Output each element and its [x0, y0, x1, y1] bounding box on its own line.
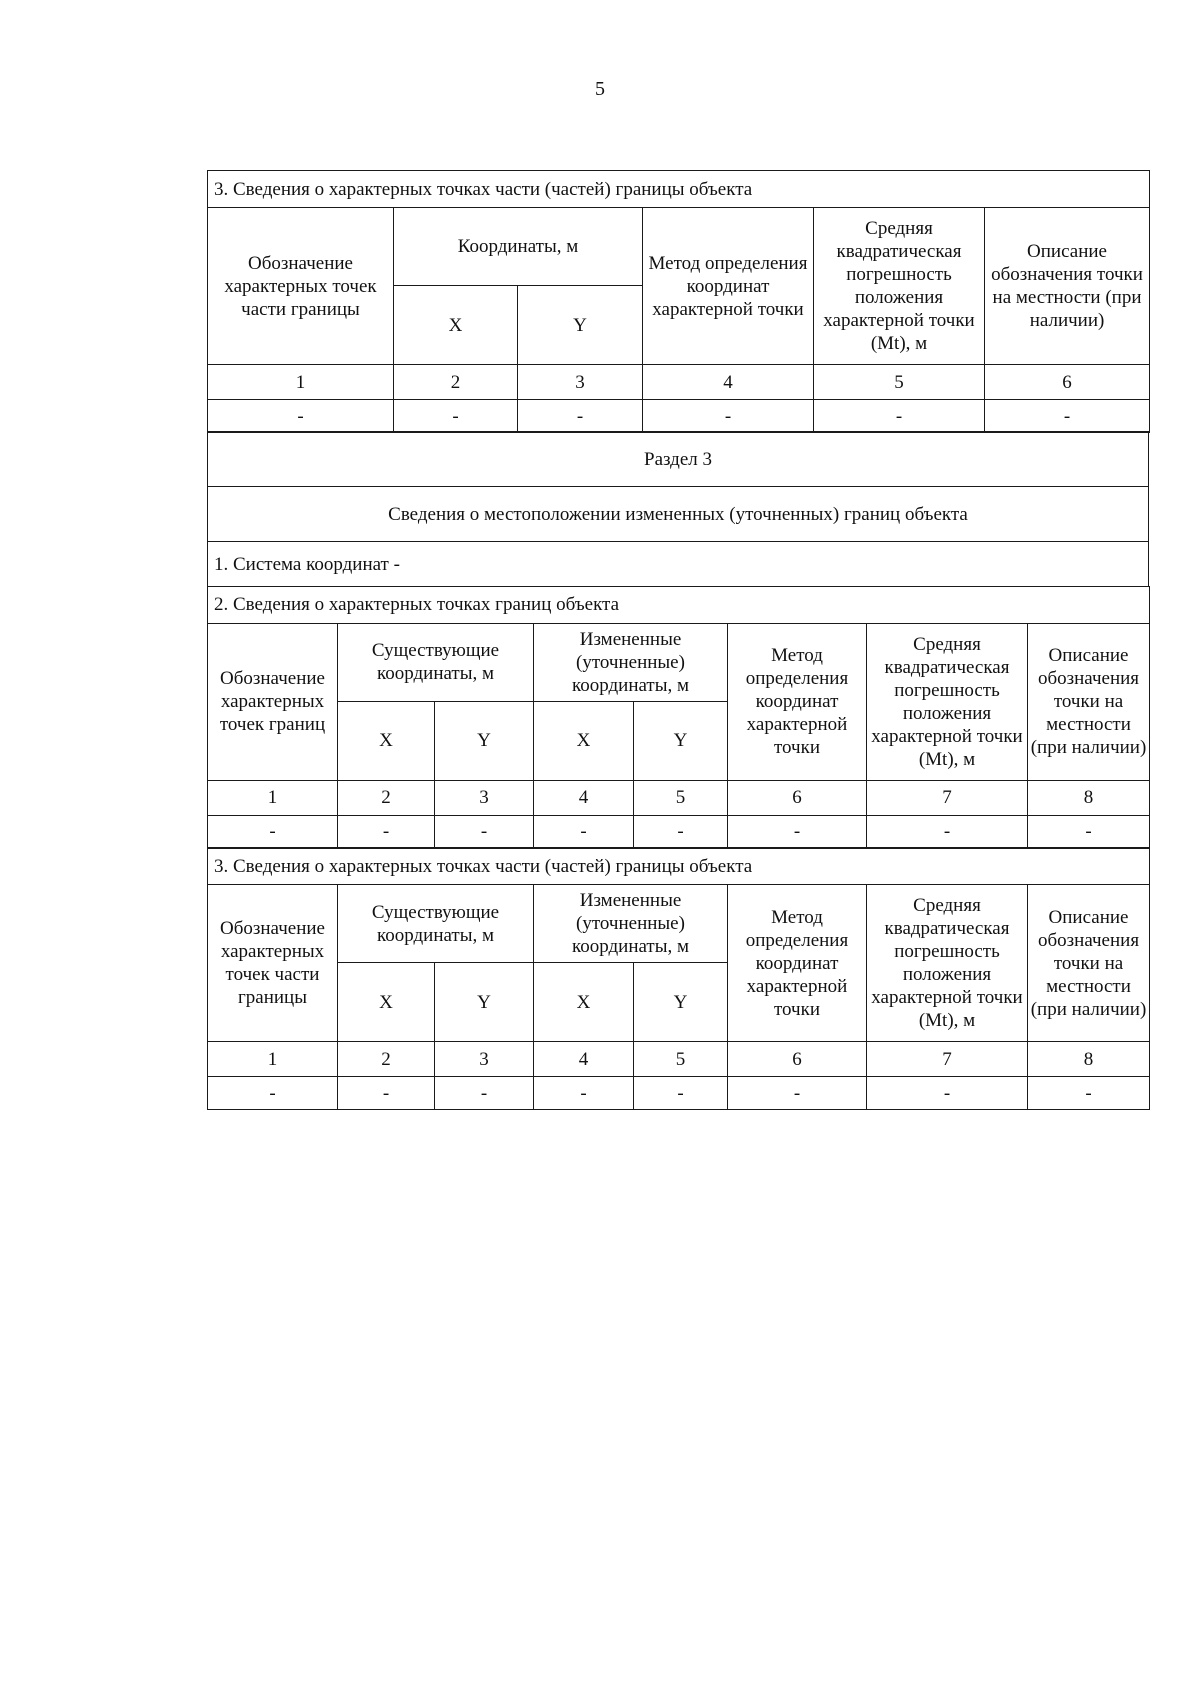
table-row	[208, 400, 1150, 433]
column-number: 4	[643, 365, 814, 400]
header-method: Метод определения координат характерной точки	[728, 885, 867, 1042]
table-cell: -	[208, 1077, 338, 1110]
header-existing-coordinates: Существующие координаты, м	[338, 623, 534, 701]
column-number: 3	[435, 780, 534, 815]
header-description: Описание обозначения точки на местности (при наличии)	[985, 208, 1150, 365]
boundary-points-table	[207, 586, 1150, 849]
table-cell: -	[634, 815, 728, 848]
column-number: 2	[394, 365, 518, 400]
header-y: Y	[634, 963, 728, 1042]
column-number: 2	[338, 1042, 435, 1077]
column-number: 5	[634, 1042, 728, 1077]
table-cell: -	[728, 815, 867, 848]
table-cell: -	[643, 400, 814, 433]
table-caption: 2. Сведения о характерных точках границ объекта	[208, 586, 1150, 623]
part-boundary-points-table	[207, 170, 1150, 433]
column-number-row	[208, 780, 1150, 815]
table-cell: -	[435, 815, 534, 848]
header-method: Метод определения координат характерной точки	[728, 623, 867, 780]
table-cell: -	[867, 815, 1028, 848]
table-cell: -	[728, 1077, 867, 1110]
table-caption: 3. Сведения о характерных точках части (частей) границы объекта	[208, 171, 1150, 208]
column-number: 7	[867, 780, 1028, 815]
header-designation: Обозначение характерных точек части границы	[208, 208, 394, 365]
header-changed-coordinates: Измененные (уточненные) координаты, м	[534, 885, 728, 963]
header-y: Y	[435, 701, 534, 780]
header-y: Y	[435, 963, 534, 1042]
column-number: 5	[634, 780, 728, 815]
table-cell: -	[985, 400, 1150, 433]
column-number: 6	[728, 1042, 867, 1077]
header-description: Описание обозначения точки на местности (при наличии)	[1028, 885, 1150, 1042]
section-subtitle: Сведения о местоположении измененных (уточненных) границ объекта	[208, 487, 1149, 542]
table-cell: -	[435, 1077, 534, 1110]
header-error: Средняя квадратическая погрешность положения характерной точки (Mt), м	[867, 623, 1028, 780]
table-row	[208, 815, 1150, 848]
column-number: 8	[1028, 1042, 1150, 1077]
header-x: X	[534, 963, 634, 1042]
column-number: 5	[814, 365, 985, 400]
document-sheet	[207, 170, 1149, 1110]
table-row	[208, 1077, 1150, 1110]
table-cell: -	[208, 400, 394, 433]
header-x: X	[534, 701, 634, 780]
column-number: 6	[728, 780, 867, 815]
column-number: 1	[208, 1042, 338, 1077]
header-designation: Обозначение характерных точек границ	[208, 623, 338, 780]
section-3-header	[207, 431, 1149, 587]
coordinate-system: 1. Система координат -	[208, 542, 1149, 587]
table-cell: -	[534, 815, 634, 848]
part-boundary-points-table-changed	[207, 847, 1150, 1110]
section-title: Раздел 3	[208, 432, 1149, 487]
table-cell: -	[518, 400, 643, 433]
table-cell: -	[1028, 815, 1150, 848]
column-number: 8	[1028, 780, 1150, 815]
column-number: 6	[985, 365, 1150, 400]
header-error: Средняя квадратическая погрешность положения характерной точки (Mt), м	[814, 208, 985, 365]
header-coordinates: Координаты, м	[394, 208, 643, 286]
header-error: Средняя квадратическая погрешность положения характерной точки (Mt), м	[867, 885, 1028, 1042]
column-number: 1	[208, 365, 394, 400]
table-cell: -	[867, 1077, 1028, 1110]
column-number: 3	[518, 365, 643, 400]
header-existing-coordinates: Существующие координаты, м	[338, 885, 534, 963]
column-number: 3	[435, 1042, 534, 1077]
header-x: X	[338, 701, 435, 780]
header-changed-coordinates: Измененные (уточненные) координаты, м	[534, 623, 728, 701]
header-x: X	[394, 286, 518, 365]
page-number: 5	[595, 78, 605, 100]
column-number: 4	[534, 780, 634, 815]
header-description: Описание обозначения точки на местности (при наличии)	[1028, 623, 1150, 780]
table-cell: -	[208, 815, 338, 848]
table-cell: -	[814, 400, 985, 433]
header-y: Y	[634, 701, 728, 780]
header-y: Y	[518, 286, 643, 365]
table-cell: -	[534, 1077, 634, 1110]
table-cell: -	[1028, 1077, 1150, 1110]
column-number-row	[208, 1042, 1150, 1077]
column-number: 4	[534, 1042, 634, 1077]
column-number: 7	[867, 1042, 1028, 1077]
table-cell: -	[634, 1077, 728, 1110]
column-number: 2	[338, 780, 435, 815]
column-number-row	[208, 365, 1150, 400]
header-designation: Обозначение характерных точек части границы	[208, 885, 338, 1042]
header-x: X	[338, 963, 435, 1042]
column-number: 1	[208, 780, 338, 815]
table-cell: -	[394, 400, 518, 433]
table-cell: -	[338, 815, 435, 848]
table-cell: -	[338, 1077, 435, 1110]
header-method: Метод определения координат характерной точки	[643, 208, 814, 365]
table-caption: 3. Сведения о характерных точках части (частей) границы объекта	[208, 848, 1150, 885]
